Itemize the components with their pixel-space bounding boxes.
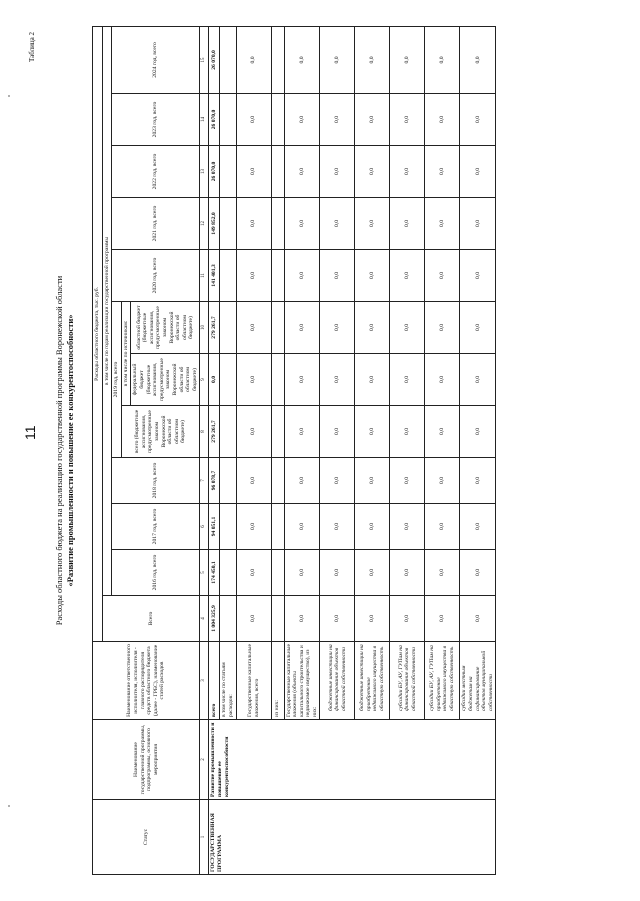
row-value bbox=[220, 198, 236, 250]
row-value: 0,0 bbox=[236, 354, 271, 406]
row-value: 0,0 bbox=[460, 550, 496, 596]
row-value: 0,0 bbox=[390, 458, 425, 504]
row-value: 0,0 bbox=[320, 146, 355, 198]
row-value: 0,0 bbox=[425, 250, 460, 302]
row-value bbox=[271, 26, 284, 93]
header-status: Статус bbox=[93, 800, 200, 875]
row-value: 0,0 bbox=[284, 250, 320, 302]
column-number: 10 bbox=[200, 302, 209, 354]
column-number: 13 bbox=[200, 146, 209, 198]
row-value bbox=[220, 354, 236, 406]
header-2019-all: всего (бюджетные ассигнования, предусмотренные законом Воронежской области об областном бюджете) bbox=[121, 406, 200, 458]
table-label: Таблица 2 bbox=[28, 32, 36, 62]
row-value: 0,0 bbox=[284, 504, 320, 550]
row-value bbox=[220, 302, 236, 354]
row-value bbox=[271, 198, 284, 250]
row-value bbox=[220, 458, 236, 504]
row-value: 0,0 bbox=[355, 26, 390, 93]
row-value: 0,0 bbox=[236, 198, 271, 250]
row-value: 0,0 bbox=[390, 94, 425, 146]
row-value: 0,0 bbox=[284, 406, 320, 458]
row-value bbox=[220, 250, 236, 302]
header-2019-sources: в том числе по источникам: bbox=[121, 302, 131, 406]
row-value: 0,0 bbox=[236, 596, 271, 642]
row-value: 279 261,7 bbox=[209, 302, 220, 354]
row-value: 0,0 bbox=[355, 550, 390, 596]
row-value bbox=[271, 458, 284, 504]
row-value: 0,0 bbox=[425, 94, 460, 146]
row-value: 26 070,0 bbox=[209, 146, 220, 198]
row-value: 0,0 bbox=[390, 146, 425, 198]
row-value: 0,0 bbox=[236, 550, 271, 596]
title-block bbox=[54, 30, 76, 871]
row-value: 1 004 325,9 bbox=[209, 596, 220, 642]
row-label: всего bbox=[209, 642, 220, 720]
row-label: бюджетные инвестиции на финансирование объектов областной собственности bbox=[320, 642, 355, 720]
row-value: 26 070,0 bbox=[209, 94, 220, 146]
row-value: 0,0 bbox=[355, 596, 390, 642]
row-value: 96 078,7 bbox=[209, 458, 220, 504]
row-value: 0,0 bbox=[390, 504, 425, 550]
row-value: 0,0 bbox=[284, 550, 320, 596]
row-value: 0,0 bbox=[390, 354, 425, 406]
row-value: 0,0 bbox=[355, 458, 390, 504]
row-label: из них: bbox=[271, 642, 284, 720]
row-value: 0,0 bbox=[284, 302, 320, 354]
row-value bbox=[271, 596, 284, 642]
row-value: 0,0 bbox=[236, 302, 271, 354]
header-program-name: Наименование государственной программы, подпрограммы, основного мероприятия bbox=[93, 720, 200, 800]
row-value bbox=[220, 596, 236, 642]
column-number: 3 bbox=[200, 642, 209, 720]
row-value: 0,0 bbox=[460, 354, 496, 406]
column-number: 8 bbox=[200, 406, 209, 458]
row-value: 0,0 bbox=[425, 596, 460, 642]
row-value bbox=[271, 94, 284, 146]
row-value: 0,0 bbox=[425, 550, 460, 596]
row-value bbox=[271, 406, 284, 458]
row-value: 0,0 bbox=[355, 146, 390, 198]
header-2019-regional: областной бюджет (бюджетные ассигнования, предусмотренные законом Воронежской области об областном бюджете) bbox=[131, 302, 200, 354]
row-value: 94 051,1 bbox=[209, 504, 220, 550]
row-value: 0,0 bbox=[284, 458, 320, 504]
header-by-years-group: в том числе по годам реализации государственной программы bbox=[102, 26, 112, 595]
row-value: 0,0 bbox=[425, 302, 460, 354]
row-label: субсидии местным бюджетам на софинансирование объектов муниципальной собственности bbox=[460, 642, 496, 720]
header-2020: 2020 год, всего bbox=[112, 250, 200, 302]
row-value bbox=[220, 94, 236, 146]
row-value: 0,0 bbox=[460, 458, 496, 504]
row-value: 0,0 bbox=[425, 26, 460, 93]
row-value: 0,0 bbox=[284, 198, 320, 250]
header-executor-name: Наименование ответственного исполнителя, исполнителя - главного распорядителя средств областного бюджета (далее - ГРБС), наименование статей расходов bbox=[93, 642, 200, 720]
page-number: 11 bbox=[22, 425, 38, 440]
row-value: 0,0 bbox=[284, 354, 320, 406]
row-value: 0,0 bbox=[355, 354, 390, 406]
row-value: 0,0 bbox=[284, 146, 320, 198]
row-value bbox=[271, 302, 284, 354]
row-value: 0,0 bbox=[320, 550, 355, 596]
row-value: 0,0 bbox=[320, 504, 355, 550]
row-value: 0,0 bbox=[390, 550, 425, 596]
header-2023: 2023 год, всего bbox=[112, 94, 200, 146]
row-value bbox=[271, 250, 284, 302]
row-value: 0,0 bbox=[425, 146, 460, 198]
row-value: 174 450,1 bbox=[209, 550, 220, 596]
row-value: 0,0 bbox=[390, 406, 425, 458]
header-total: Всего bbox=[102, 596, 200, 642]
row-value: 0,0 bbox=[284, 596, 320, 642]
row-value: 0,0 bbox=[390, 302, 425, 354]
row-value: 0,0 bbox=[390, 250, 425, 302]
header-2017: 2017 год, всего bbox=[112, 504, 200, 550]
header-2019-federal: федеральный бюджет (бюджетные ассигнования, предусмотренные законом Воронежской области об областном бюджете) bbox=[131, 354, 200, 406]
row-value: 0,0 bbox=[320, 406, 355, 458]
column-number: 1 bbox=[200, 800, 209, 875]
column-number: 2 bbox=[200, 720, 209, 800]
row-value: 0,0 bbox=[355, 250, 390, 302]
row-value: 0,0 bbox=[355, 94, 390, 146]
column-number: 5 bbox=[200, 550, 209, 596]
row-value: 0,0 bbox=[320, 94, 355, 146]
row-label: Государственные капитальные вложения, всего bbox=[236, 642, 271, 720]
row-value: 26 070,0 bbox=[209, 26, 220, 93]
row-value: 0,0 bbox=[320, 26, 355, 93]
row-value: 0,0 bbox=[460, 504, 496, 550]
column-number: 11 bbox=[200, 250, 209, 302]
title-line-1: Расходы областного бюджета на реализацию государственной программы Воронежской области bbox=[54, 275, 64, 626]
row-value: 0,0 bbox=[425, 198, 460, 250]
row-label: субсидии БУ, АУ, ГУПам на приобретение недвижимого имущества в областную собственность bbox=[425, 642, 460, 720]
row-value bbox=[271, 550, 284, 596]
row-value: 0,0 bbox=[425, 406, 460, 458]
column-number: 4 bbox=[200, 596, 209, 642]
row-value: 0,0 bbox=[236, 458, 271, 504]
row-value bbox=[271, 504, 284, 550]
program-status: ГОСУДАРСТВЕННАЯ ПРОГРАММА bbox=[209, 800, 496, 875]
row-value: 0,0 bbox=[320, 250, 355, 302]
row-label: бюджетные инвестиции на приобретение недвижимого имущества в областную собственность bbox=[355, 642, 390, 720]
row-value: 0,0 bbox=[460, 26, 496, 93]
row-value: 0,0 bbox=[460, 406, 496, 458]
row-value bbox=[271, 146, 284, 198]
table-row bbox=[209, 26, 220, 874]
row-label: субсидии БУ, АУ, ГУПам на финансирование объектов областной собственности bbox=[390, 642, 425, 720]
row-value: 0,0 bbox=[236, 26, 271, 93]
header-2024: 2024 год, всего bbox=[112, 26, 200, 93]
budget-table bbox=[92, 26, 496, 875]
column-number: 6 bbox=[200, 504, 209, 550]
row-value: 0,0 bbox=[460, 94, 496, 146]
header-2021: 2021 год, всего bbox=[112, 198, 200, 250]
column-number: 7 bbox=[200, 458, 209, 504]
row-value: 149 852,0 bbox=[209, 198, 220, 250]
header-2022: 2022 год, всего bbox=[112, 146, 200, 198]
row-value: 0,0 bbox=[236, 94, 271, 146]
row-value bbox=[220, 550, 236, 596]
column-number: 9 bbox=[200, 354, 209, 406]
row-value: 0,0 bbox=[355, 198, 390, 250]
row-value: 0,0 bbox=[390, 198, 425, 250]
row-value: 0,0 bbox=[320, 354, 355, 406]
row-value: 0,0 bbox=[355, 504, 390, 550]
row-value: 0,0 bbox=[236, 146, 271, 198]
row-value: 0,0 bbox=[460, 250, 496, 302]
row-label: Государственные капитальные вложения (объекты капитального строительства и недвижимое имущество), из них: bbox=[284, 642, 320, 720]
row-value: 0,0 bbox=[460, 302, 496, 354]
row-value: 0,0 bbox=[460, 146, 496, 198]
column-number: 15 bbox=[200, 26, 209, 93]
row-value: 0,0 bbox=[320, 596, 355, 642]
column-number: 12 bbox=[200, 198, 209, 250]
row-value bbox=[220, 26, 236, 93]
row-value: 0,0 bbox=[425, 354, 460, 406]
row-value: 0,0 bbox=[390, 596, 425, 642]
column-number: 14 bbox=[200, 94, 209, 146]
row-value: 141 401,3 bbox=[209, 250, 220, 302]
header-expenses-group: Расходы областного бюджета, тыс. руб. bbox=[93, 26, 103, 641]
row-value: 0,0 bbox=[425, 504, 460, 550]
row-value: 0,0 bbox=[320, 302, 355, 354]
row-value: 0,0 bbox=[209, 354, 220, 406]
row-label: в том числе по статьям расходов: bbox=[220, 642, 236, 720]
row-value bbox=[220, 406, 236, 458]
program-name: Развитие промышленности и повышение ее конкурентоспособности bbox=[209, 720, 496, 800]
row-value: 0,0 bbox=[460, 198, 496, 250]
row-value bbox=[220, 146, 236, 198]
row-value: 0,0 bbox=[355, 302, 390, 354]
row-value: 279 261,7 bbox=[209, 406, 220, 458]
row-value: 0,0 bbox=[425, 458, 460, 504]
row-value: 0,0 bbox=[236, 406, 271, 458]
column-numbers-row bbox=[200, 26, 209, 874]
row-value: 0,0 bbox=[284, 94, 320, 146]
row-value: 0,0 bbox=[355, 406, 390, 458]
header-2016: 2016 год, всего bbox=[112, 550, 200, 596]
row-value: 0,0 bbox=[284, 26, 320, 93]
row-value: 0,0 bbox=[236, 250, 271, 302]
title-line-2: «Развитие промышленности и повышение ее конкурентоспособности» bbox=[65, 314, 75, 587]
row-value bbox=[271, 354, 284, 406]
row-value bbox=[220, 504, 236, 550]
row-value: 0,0 bbox=[320, 198, 355, 250]
row-value: 0,0 bbox=[320, 458, 355, 504]
row-value: 0,0 bbox=[460, 596, 496, 642]
header-2019-total: 2019 год, всего bbox=[112, 302, 122, 458]
row-value: 0,0 bbox=[390, 26, 425, 93]
header-2018: 2018 год, всего bbox=[112, 458, 200, 504]
row-value: 0,0 bbox=[236, 504, 271, 550]
